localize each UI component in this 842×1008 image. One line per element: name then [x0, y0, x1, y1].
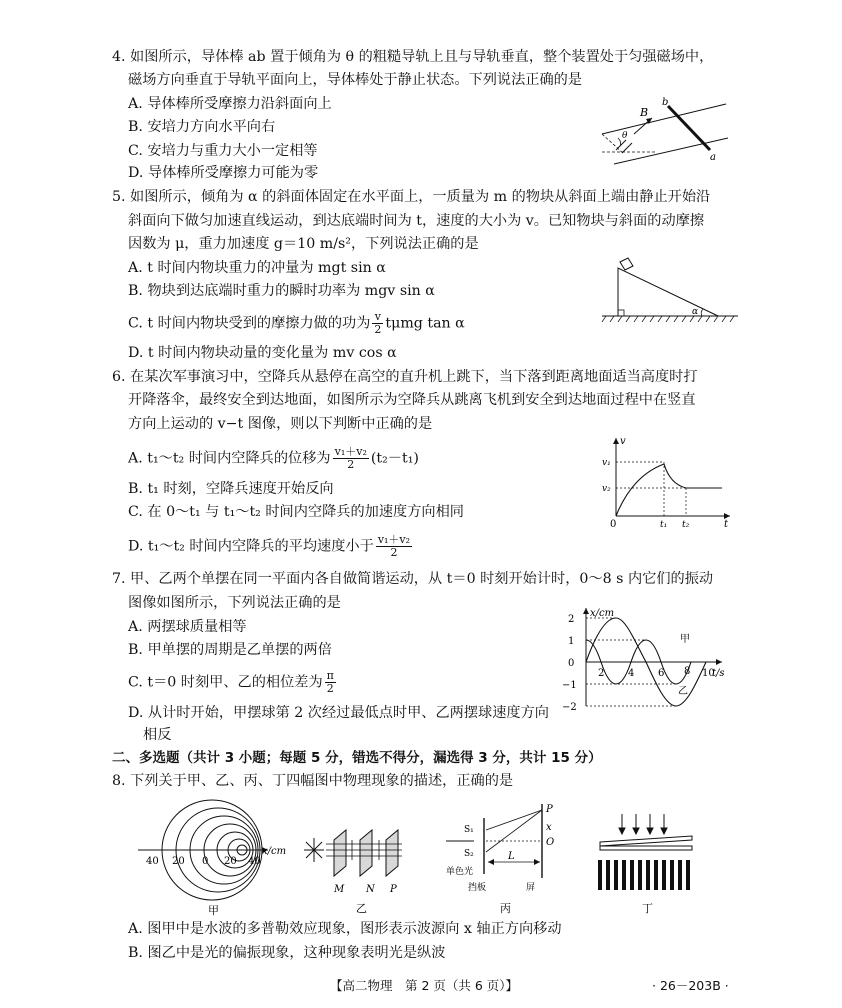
q7-option-d-line2: 相反 — [143, 727, 172, 743]
q7-xtick-10: 10 — [702, 668, 715, 679]
q5-option-b: B. 物块到达底端时重力的瞬时功率为 mgv sin α — [128, 283, 435, 299]
q7-ytick-2: 2 — [568, 614, 575, 625]
q6-stem-line3: 方向上运动的 v−t 图像，则以下判断中正确的是 — [128, 416, 433, 432]
q8-yi-label-n: N — [366, 884, 375, 895]
q5-option-c — [128, 311, 465, 336]
q5-option-c-tail: tμmg tan α — [385, 315, 465, 332]
q5-option-a: A. t 时间内物块重力的冲量为 mgt sin α — [128, 260, 386, 276]
q8-bing-label-light: 单色光 — [446, 867, 474, 877]
q8-jia-caption: 甲 — [208, 904, 219, 917]
q8-bing-label-x: x — [546, 822, 552, 833]
q8-yi-label-m: M — [334, 884, 345, 895]
q6-label-t2: t₂ — [682, 520, 690, 530]
q5-option-c-fraction — [372, 311, 383, 336]
q7-ytick-neg2: −2 — [562, 702, 577, 712]
q8-yi-label-p: P — [390, 884, 397, 895]
q7-xtick-8: 8 — [684, 666, 691, 677]
q5-option-c-text: C. t 时间内物块受到的摩擦力做的功为 — [128, 315, 371, 332]
q6-option-d-fraction — [376, 534, 412, 559]
q8-yi-caption: 乙 — [356, 902, 367, 915]
q8-jia-tick-40-left: 40 — [146, 856, 159, 867]
q7-ytick-1: 1 — [568, 636, 575, 647]
q7-xtick-2: 2 — [598, 668, 605, 679]
page-footer-title: 【高二物理 第 2 页（共 6 页）】 — [330, 978, 519, 993]
section-2-heading: 二、多选题（共计 3 小题；每题 5 分，错选不得分，漏选得 3 分，共计 15 分） — [112, 750, 602, 766]
q5-stem-line2: 斜面向下做匀加速直线运动，到达底端时间为 t，速度的大小为 v。已知物块与斜面的动摩擦 — [128, 213, 705, 229]
q5-stem-line3: 因数为 μ，重力加速度 g＝10 m/s²，下列说法正确的是 — [128, 236, 479, 252]
q8-figure-jia — [138, 798, 298, 918]
q8-bing-label-l: L — [508, 851, 515, 862]
q6-option-a-fraction — [333, 446, 369, 471]
q6-option-a — [128, 446, 419, 471]
q5-option-c-numerator: v — [372, 311, 383, 324]
q4-label-b-field: B — [640, 106, 649, 119]
q4-label-theta: θ — [622, 131, 628, 141]
q6-option-b: B. t₁ 时刻，空降兵速度开始反向 — [128, 481, 334, 497]
q8-option-b: B. 图乙中是光的偏振现象，这种现象表明光是纵波 — [128, 945, 446, 961]
q8-bing-label-s2: S₂ — [464, 849, 474, 859]
q7-stem-line2: 图像如图所示，下列说法正确的是 — [128, 595, 341, 611]
q4-option-c: C. 安培力与重力大小一定相等 — [128, 143, 318, 159]
q7-stem-line1: 7. 甲、乙两个单摆在同一平面内各自做简谐运动，从 t＝0 时刻开始计时，0～8 s 内它们的振动 — [112, 571, 714, 587]
q8-figure-yi — [302, 810, 420, 916]
q8-bing-label-s1: S₁ — [464, 825, 474, 835]
q6-option-d-numerator: v₁＋v₂ — [377, 533, 411, 546]
q6-axis-t: t — [724, 519, 729, 530]
q8-jia-axis-unit: x/cm — [262, 846, 287, 857]
q6-stem-line1: 6. 在某次军事演习中，空降兵从悬停在高空的直升机上跳下，当下落到距离地面适当高度时打 — [112, 369, 698, 385]
q4-option-d: D. 导体棒所受摩擦力可能为零 — [128, 165, 319, 181]
q8-option-a: A. 图甲中是水波的多普勒效应现象，图形表示波源向 x 轴正方向移动 — [128, 921, 562, 937]
q7-axis-x: x/cm — [590, 608, 615, 619]
q8-jia-tick-20-left: 20 — [172, 856, 185, 867]
page-footer-code: · 26－203B · — [652, 978, 729, 993]
q7-label-jia: 甲 — [680, 634, 690, 645]
q7-option-c-denominator: 2 — [326, 682, 334, 695]
q8-figure-ding — [586, 806, 706, 916]
q7-label-yi: 乙 — [678, 686, 688, 697]
q8-ding-caption: 丁 — [642, 902, 653, 915]
q4-option-a: A. 导体棒所受摩擦力沿斜面向上 — [128, 96, 332, 112]
q5-option-c-denominator: 2 — [374, 323, 382, 336]
q7-ytick-neg1: −1 — [562, 680, 577, 691]
q8-jia-tick-20-right: 20 — [224, 856, 237, 867]
q8-figure-bing — [446, 800, 564, 916]
q5-slope-figure — [600, 252, 740, 324]
q8-stem: 8. 下列关于甲、乙、丙、丁四幅图中物理现象的描述，正确的是 — [112, 773, 514, 789]
q5-stem-line1: 5. 如图所示，倾角为 α 的斜面体固定在水平面上，一质量为 m 的物块从斜面上端由静止开始沿 — [112, 189, 711, 205]
q6-axis-v: v — [620, 436, 626, 447]
q6-stem-line2: 开降落伞，最终安全到达地面，如图所示为空降兵从跳离飞机到安全到达地面过程中在竖直 — [128, 392, 696, 408]
q6-label-v2: v₂ — [602, 484, 611, 494]
q4-stem-line2: 磁场方向垂直于导轨平面向上，导体棒处于静止状态。下列说法正确的是 — [128, 72, 583, 88]
q6-option-a-numerator: v₁＋v₂ — [334, 445, 367, 458]
q7-xtick-4: 4 — [628, 668, 635, 679]
q8-bing-label-screen: 屏 — [526, 883, 536, 893]
q4-label-a: a — [710, 152, 716, 163]
q7-xtick-6: 6 — [658, 668, 665, 679]
q8-bing-label-board: 挡板 — [468, 883, 487, 893]
q8-bing-label-p: P — [546, 804, 553, 815]
q6-option-d — [128, 534, 414, 559]
q6-option-a-tail: (t₂－t₁) — [370, 450, 419, 467]
q6-option-d-denominator: 2 — [390, 546, 398, 559]
q7-option-a: A. 两摆球质量相等 — [128, 619, 247, 635]
q7-oscillation-graph — [560, 604, 730, 712]
q6-option-c: C. 在 0～t₁ 与 t₁～t₂ 时间内空降兵的加速度方向相同 — [128, 504, 464, 520]
q7-option-c-fraction — [325, 670, 336, 695]
q5-option-d: D. t 时间内物块动量的变化量为 mv cos α — [128, 345, 397, 361]
q7-ytick-0: 0 — [568, 658, 575, 669]
q6-option-d-text: D. t₁～t₂ 时间内空降兵的平均速度小于 — [128, 538, 374, 555]
q7-axis-t: t/s — [712, 668, 725, 679]
q6-option-a-text: A. t₁～t₂ 时间内空降兵的位移为 — [128, 450, 331, 467]
q8-jia-tick-0: 0 — [202, 856, 209, 867]
q4-stem-line1: 4. 如图所示，导体棒 ab 置于倾角为 θ 的粗糙导轨上且与导轨垂直，整个装置处于匀强磁场中， — [112, 49, 714, 65]
q7-option-d-line1: D. 从计时开始，甲摆球第 2 次经过最低点时甲、乙两摆球速度方向 — [128, 705, 549, 721]
q4-label-b: b — [662, 97, 669, 108]
q4-incline-figure — [596, 94, 736, 172]
q6-vt-graph — [596, 432, 736, 530]
q6-label-origin: 0 — [610, 519, 617, 530]
q6-label-v1: v₁ — [602, 458, 611, 468]
q6-option-a-denominator: 2 — [347, 458, 355, 471]
q7-option-b: B. 甲单摆的周期是乙单摆的两倍 — [128, 642, 332, 658]
q5-label-alpha: α — [692, 307, 699, 317]
q7-option-c — [128, 670, 338, 695]
q8-bing-label-o: O — [546, 837, 555, 848]
q8-bing-caption: 丙 — [500, 902, 511, 915]
q4-option-b: B. 安培力方向水平向右 — [128, 119, 276, 135]
q6-label-t1: t₁ — [660, 520, 668, 530]
q8-jia-tick-40-right: 40 — [248, 856, 261, 867]
q7-option-c-text: C. t＝0 时刻甲、乙的相位差为 — [128, 674, 323, 691]
q7-option-c-numerator: π — [326, 669, 334, 682]
